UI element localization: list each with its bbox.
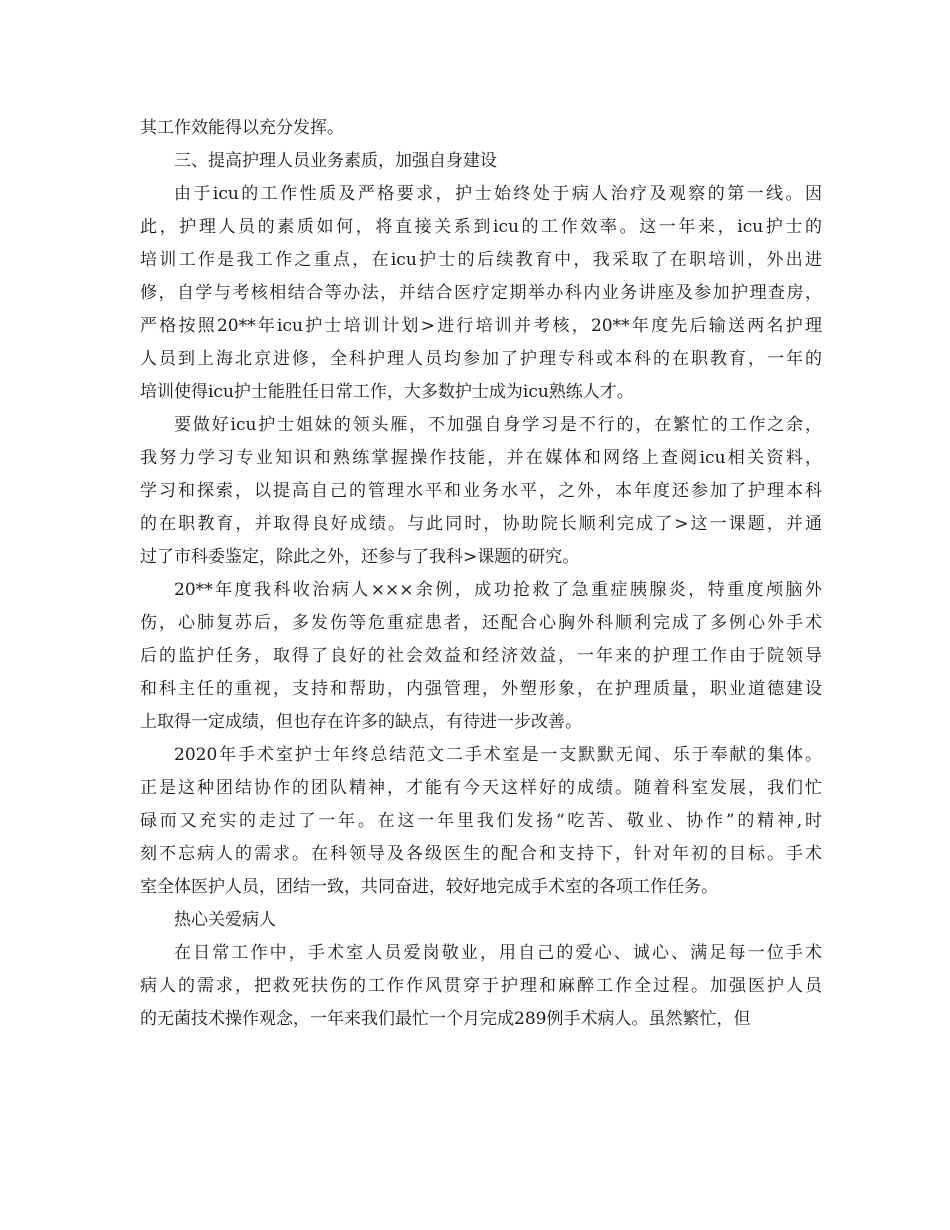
- text-line: 在日常工作中，手术室人员爱岗敬业，用自己的爱心、诚心、满足每一位手术: [174, 943, 822, 963]
- paragraph: [140, 409, 822, 574]
- text-line: 培训工作是我工作之重点，在icu护士的后续教育中，我采取了在职培训，外出进: [140, 250, 822, 270]
- document-body: [140, 112, 822, 1036]
- text-line: 室全体医护人员，团结一致，共同奋进，较好地完成手术室的各项工作任务。: [140, 877, 718, 897]
- text-line: 热心关爱病人: [174, 910, 276, 930]
- text-line: 2020年手术室护士年终总结范文二手术室是一支默默无闻、乐于奉献的集体。: [174, 745, 822, 765]
- paragraph: [140, 937, 822, 1036]
- text-line: 严格按照20**年icu护士培训计划>进行培训并考核，20**年度先后输送两名护理: [140, 316, 822, 336]
- text-line: 碌而又充实的走过了一年。在这一年里我们发扬“吃苦、敬业、协作”的精神,时: [140, 811, 822, 831]
- text-line: 三、提高护理人员业务素质，加强自身建设: [174, 151, 497, 171]
- text-line: 由于icu的工作性质及严格要求，护士始终处于病人治疗及观察的第一线。因: [174, 184, 822, 204]
- text-line: 上取得一定成绩，但也存在许多的缺点，有待进一步改善。: [140, 712, 582, 732]
- paragraph: [140, 574, 822, 739]
- text-line: 和科主任的重视，支持和帮助，内强管理，外塑形象，在护理质量，职业道德建设: [140, 679, 822, 699]
- text-line: 后的监护任务，取得了良好的社会效益和经济效益，一年来的护理工作由于院领导: [140, 646, 822, 666]
- text-line: 20**年度我科收治病人×××余例，成功抢救了急重症胰腺炎，特重度颅脑外: [174, 580, 822, 600]
- paragraph: [140, 739, 822, 904]
- paragraph: [140, 178, 822, 409]
- text-line: 伤，心肺复苏后，多发伤等危重症患者，还配合心胸外科顺利完成了多例心外手术: [140, 613, 822, 633]
- text-line: 人员到上海北京进修，全科护理人员均参加了护理专科或本科的在职教育，一年的: [140, 349, 822, 369]
- text-line: 我努力学习专业知识和熟练掌握操作技能，并在媒体和网络上查阅icu相关资料，: [140, 448, 822, 468]
- paragraph: [140, 145, 822, 178]
- text-line: 正是这种团结协作的团队精神，才能有今天这样好的成绩。随着科室发展，我们忙: [140, 778, 822, 798]
- text-line: 刻不忘病人的需求。在科领导及各级医生的配合和支持下，针对年初的目标。手术: [140, 844, 822, 864]
- paragraph: [140, 904, 822, 937]
- text-line: 修，自学与考核相结合等办法，并结合医疗定期举办科内业务讲座及参加护理查房，: [140, 283, 822, 303]
- text-line: 此，护理人员的素质如何，将直接关系到icu的工作效率。这一年来，icu护士的: [140, 217, 822, 237]
- text-line: 过了市科委鉴定，除此之外，还参与了我科>课题的研究。: [140, 547, 580, 567]
- text-line: 学习和探索，以提高自己的管理水平和业务水平，之外，本年度还参加了护理本科: [140, 481, 822, 501]
- text-line: 的在职教育，并取得良好成绩。与此同时，协助院长顺利完成了>这一课题，并通: [140, 514, 822, 534]
- text-line: 病人的需求，把救死扶伤的工作作风贯穿于护理和麻醉工作全过程。加强医护人员: [140, 976, 822, 996]
- text-line: 的无菌技术操作观念，一年来我们最忙一个月完成289例手术病人。虽然繁忙，但: [140, 1009, 751, 1029]
- text-line: 培训使得icu护士能胜任日常工作，大多数护士成为icu熟练人才。: [140, 382, 634, 402]
- text-line: 要做好icu护士姐妹的领头雁，不加强自身学习是不行的，在繁忙的工作之余，: [174, 415, 822, 435]
- paragraph: [140, 112, 822, 145]
- text-line: 其工作效能得以充分发挥。: [140, 118, 344, 138]
